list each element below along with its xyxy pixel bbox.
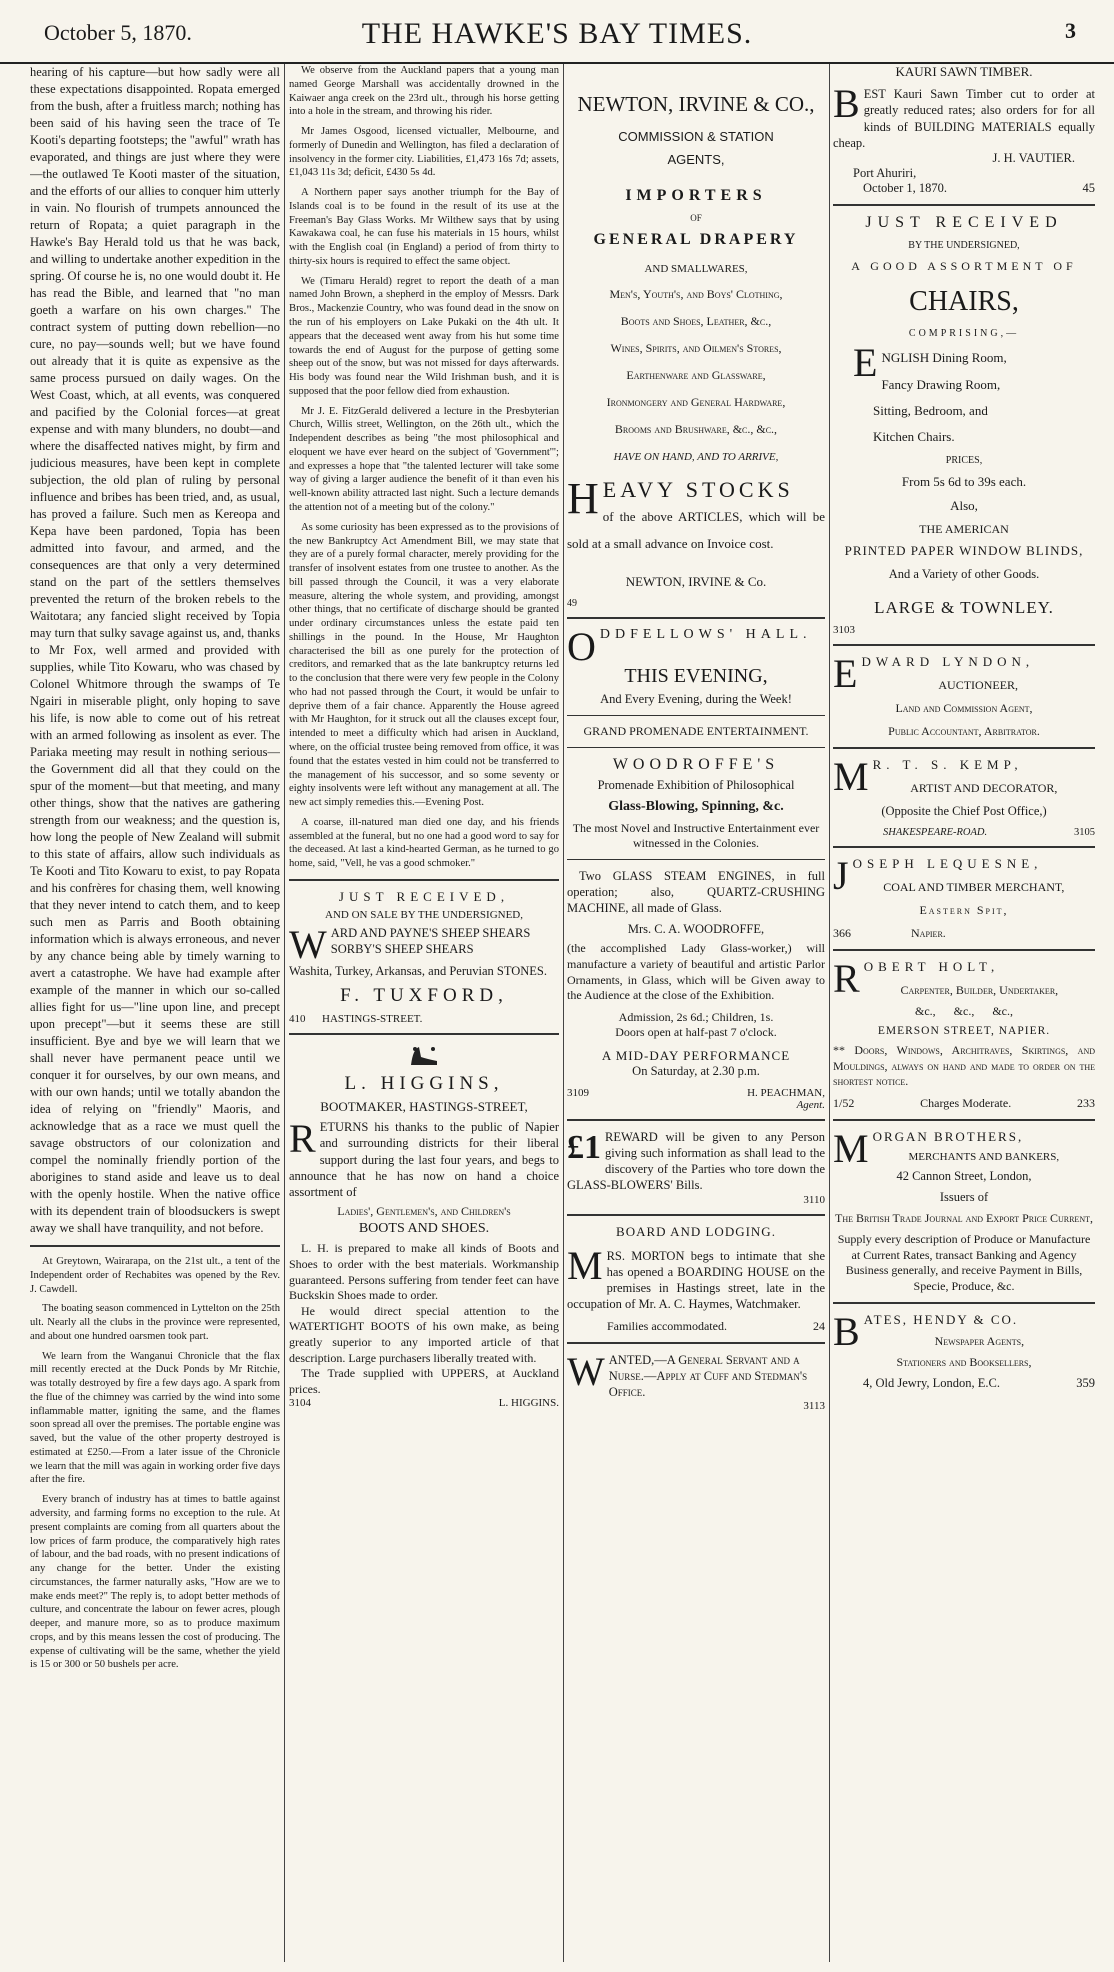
- reward-advert: [567, 1129, 825, 1206]
- advert-line: Kitchen Chairs.: [873, 429, 955, 445]
- advert-date: October 1, 1870.: [863, 181, 948, 195]
- advert-number: 410: [289, 1013, 306, 1026]
- advert-line: COMPRISING,—: [908, 328, 1020, 339]
- advert-heading: KAURI SAWN TIMBER.: [895, 64, 1033, 79]
- advert-number: 3113: [803, 1400, 825, 1413]
- advert-heading: JUST RECEIVED,: [338, 888, 510, 904]
- advert-line: Mrs. C. A. WOODROFFE,: [627, 922, 765, 937]
- advert-line: ARD AND PAYNE'S SHEEP SHEARS: [330, 925, 531, 940]
- divider: [30, 1245, 280, 1247]
- advert-text: Supply every description of Produce or Manufacture at Current Rates, transact Banking and Agency Business generally, and receive Payment in Bills, Specie, Produce, &c.: [837, 1231, 1091, 1293]
- advert-text: ETURNS his thanks to the public of Napier and surrounding districts for their liberal support during the last four years, and begs to announce that he has now on hand a choice assortment of: [289, 1120, 559, 1200]
- divider: [833, 747, 1095, 749]
- boot-ornament-icon: [407, 1043, 441, 1069]
- advert-line: EMERSON STREET, NAPIER.: [877, 1025, 1051, 1038]
- advert-line: A GOOD ASSORTMENT OF: [851, 259, 1077, 273]
- advert-line: HAVE ON HAND, AND TO ARRIVE,: [613, 451, 779, 463]
- divider: [833, 846, 1095, 848]
- drop-cap: £1: [567, 1128, 601, 1166]
- advert-line: AUCTIONEER,: [938, 678, 1019, 693]
- advert-signature: L. HIGGINS.: [498, 1397, 559, 1410]
- advert-number: 3104: [289, 1397, 311, 1410]
- advert-line: Public Accountant, Arbitrator.: [888, 724, 1040, 739]
- advert-signature: NEWTON, IRVINE & Co.: [625, 573, 767, 589]
- masthead: [0, 0, 1114, 64]
- drop-cap: M: [833, 754, 869, 800]
- board-lodging-advert: [567, 1224, 825, 1334]
- drop-cap: W: [289, 921, 327, 967]
- news-item: Every branch of industry has at times to battle against adversity, and farming forms no exception to the rule. At present complaints are coming from all quarters about the low prices of farm produce, the comparatively high rates of labour, and the bad roads, with no present indications of any change for the better. Under the existing circumstances, the farmer naturally asks, "How are we to make ends meet?" The reply is, to adopt better methods of culture, and concentrate the labour on fewer acres, plough deeper, and manure more, so as to produce maximum crops, and by this means lessen the cost of producing. The expense of cultivating will be the same, whether the yield is 15 or 300 or 50 bushels per acre.: [30, 1494, 280, 1671]
- advert-number: 3103: [833, 624, 855, 637]
- advert-line: Newspaper Agents,: [934, 1334, 1025, 1349]
- column-rule: [563, 64, 564, 1962]
- divider: [833, 1302, 1095, 1304]
- news-item: We observe from the Auckland papers that a young man named George Marshall was accidentally drowned in the Kaiwaer anga creek on the 23rd ult., through his horse getting into a hole in the stream, and throwing his rider.: [289, 65, 559, 118]
- news-item: We learn from the Wanganui Chronicle that the flax mill recently erected at the Duck Ponds by Mr Ritchie, was totally destroyed by fire a few days ago. A spark from the flue of the chimney was carried by the wind into some inflammable matter, igniting the same, and the flames soon spread all over the premises. The portable engine was saved, but the value of the other property destroyed is estimated at £250.—From a later issue of the Chronicle we learn that the mill was again in working order five days after the fire.: [30, 1350, 280, 1486]
- advertiser-name: ATES, HENDY & CO.: [863, 1312, 1019, 1328]
- higgins-advert: [289, 1043, 559, 1409]
- advert-text: The Trade supplied with UPPERS, at Auckland prices.: [289, 1366, 559, 1396]
- page-number: 3: [1065, 18, 1076, 43]
- wanted-advert: [567, 1348, 825, 1413]
- advert-line: Families accommodated.: [607, 1318, 727, 1333]
- advert-number: 49: [567, 597, 577, 609]
- news-item: We (Timaru Herald) regret to report the death of a man named John Brown, a shepherd in the employ of Messrs. Dark Bros., Mackenzie Country, who was found dead in the snow on the run of his employers on Lake Pukaki on the 4th ult. It appears that the deceased went away from his hut some time towards the end of August for the purpose of getting some sheep out of the snow, but was not missed for days afterwards. His body was found near the Wild Irishman bush, and it is supposed that the poor fellow died from exhaustion.: [289, 275, 559, 397]
- column-3: [567, 64, 825, 1962]
- news-item: Mr J. E. FitzGerald delivered a lecture in the Presbyterian Church, Willis street, Wellington, on the 26th ult., which the Independent describes as being "the most philosophical and eloquent we have ever heard on the subject of 'Government'"; and expresses a hope that "the talented lecturer will take some way of giving a larger audience the benefit of it than even his well-known ability attracted last night. Such a lecture demands the attention not of a meeting but of the colony.": [289, 405, 559, 513]
- advert-text: RS. MORTON begs to intimate that she has opened a BOARDING HOUSE on the premises in Hastings street, late in the occupation of Mr. A. C. Haymes, Watchmaker.: [567, 1248, 825, 1312]
- drop-cap: M: [567, 1242, 603, 1288]
- advert-line: Fancy Drawing Room,: [881, 377, 1001, 393]
- newton-irvine-advert: [567, 64, 825, 609]
- tuxford-advert: [289, 889, 559, 1025]
- advert-heading: BOARD AND LODGING.: [616, 1223, 776, 1239]
- advert-line: Men's, Youth's, and Boys' Clothing,: [609, 287, 783, 301]
- news-item: A coarse, ill-natured man died one day, and his friends assembled at the funeral, but no one had a good word to say for the deceased. At last a kind-hearted German, as he turned to go home, said, "Vell, he vas a good schmoker.": [289, 816, 559, 870]
- advert-line: COMMISSION & STATION: [618, 129, 774, 144]
- advert-street: HASTINGS-STREET.: [322, 1013, 423, 1026]
- advert-line: The British Trade Journal and Export Price Current,: [835, 1210, 1093, 1225]
- divider: [567, 715, 825, 716]
- advert-line: PRINTED PAPER WINDOW BLINDS,: [844, 543, 1084, 559]
- lequesne-advert: [833, 853, 1095, 941]
- newspaper-title: THE HAWKE'S BAY TIMES.: [361, 17, 753, 50]
- divider: [833, 644, 1095, 646]
- advert-text: The most Novel and Instructive Entertainment ever witnessed in the Colonies.: [572, 820, 820, 850]
- advert-line: Stationers and Booksellers,: [896, 1355, 1032, 1370]
- advert-line: BY THE UNDERSIGNED,: [908, 240, 1020, 251]
- advert-line: Ladies', Gentlemen's, and Children's: [337, 1204, 511, 1219]
- advert-heading: JUST RECEIVED: [865, 214, 1063, 231]
- advert-line: SHAKESPEARE-ROAD.: [883, 827, 988, 839]
- advert-line: Issuers of: [939, 1189, 989, 1204]
- agent-label: Agent.: [796, 1098, 825, 1111]
- advert-line: Napier.: [911, 926, 946, 941]
- advert-signature: J. H. VAUTIER.: [992, 151, 1075, 165]
- advert-line: Glass-Blowing, Spinning, &c.: [608, 798, 784, 814]
- news-item: At Greytown, Wairarapa, on the 21st ult., a tent of the Independent order of Rechabites was opened by the Rev. J. Cawdell.: [30, 1256, 280, 1295]
- advert-heading: GENERAL DRAPERY: [593, 231, 799, 248]
- advert-line: &c., &c., &c.,: [915, 1004, 1013, 1019]
- advertiser-name: DWARD LYNDON,: [861, 654, 1035, 670]
- advert-line: NGLISH Dining Room,: [881, 350, 1007, 365]
- advert-line: Admission, 2s 6d.; Children, 1s.: [618, 1009, 774, 1024]
- advert-line: And Every Evening, during the Week!: [600, 691, 792, 706]
- advert-heading: EAVY STOCKS: [602, 477, 794, 502]
- advert-line: MERCHANTS AND BANKERS,: [908, 1150, 1060, 1163]
- advert-subheading: AND ON SALE BY THE UNDERSIGNED,: [325, 908, 523, 921]
- advert-line: Also,: [950, 498, 978, 514]
- advert-line: 4, Old Jewry, London, E.C.: [863, 1376, 1001, 1391]
- divider: [567, 617, 825, 619]
- column-rule: [284, 64, 285, 1962]
- advert-line: Port Ahuriri,: [853, 166, 917, 180]
- large-townley-advert: [833, 214, 1095, 636]
- advertiser-name: NEWTON, IRVINE & CO.,: [577, 92, 815, 116]
- advert-line: Ironmongery and General Hardware,: [606, 395, 786, 409]
- advert-text: (the accomplished Lady Glass-worker,) will manufacture a variety of beautiful and artistic Parlor Ornaments, in Glass, which will be Given away to the Audience at the close of the Exhibition.: [567, 941, 825, 1003]
- divider: [567, 1119, 825, 1121]
- divider: [833, 1119, 1095, 1121]
- advert-line: Sitting, Bedroom, and: [873, 403, 988, 419]
- divider: [289, 879, 559, 881]
- drop-cap: B: [833, 1309, 860, 1355]
- advertiser-trade: BOOTMAKER, HASTINGS-STREET,: [320, 1099, 528, 1115]
- advert-line: 42 Cannon Street, London,: [896, 1168, 1032, 1183]
- advert-line: Brooms and Brushware, &c., &c.,: [614, 422, 778, 436]
- advert-text: Two GLASS STEAM ENGINES, in full operation; also, QUARTZ-CRUSHING MACHINE, all made of Glass.: [567, 868, 825, 916]
- drop-cap: M: [833, 1125, 869, 1171]
- advert-ref: 1/52: [833, 1095, 855, 1110]
- column-4: [833, 64, 1095, 1962]
- advert-line: OF: [690, 213, 702, 223]
- divider: [567, 747, 825, 748]
- kauri-timber-advert: [833, 64, 1095, 196]
- column-rule: [829, 64, 830, 1962]
- column-2: [289, 64, 559, 1962]
- drop-cap: J: [833, 853, 849, 899]
- advert-heading: WOODROFFE'S: [612, 755, 780, 773]
- advert-line: PRICES,: [945, 455, 983, 467]
- advert-line: On Saturday, at 2.30 p.m.: [632, 1063, 760, 1078]
- advert-line: Wines, Spirits, and Oilmen's Stores,: [610, 341, 782, 355]
- advertiser-name: LARGE & TOWNLEY.: [874, 598, 1054, 618]
- advert-line: Eastern Spit,: [919, 903, 1009, 918]
- advert-heading: THIS EVENING,: [624, 664, 768, 687]
- advertiser-name: ORGAN BROTHERS,: [872, 1128, 1024, 1144]
- advert-text: REWARD will be given to any Person giving such information as shall lead to the discovery of the Parties who tore down the GLASS-BLOWERS' Bills.: [567, 1129, 825, 1193]
- drop-cap: H: [567, 474, 599, 523]
- drop-cap: E: [833, 651, 858, 697]
- advert-line: From 5s 6d to 39s each.: [901, 474, 1027, 490]
- advert-text: He would direct special attention to the WATERTIGHT BOOTS of his own make, as being greatly superior to any imported article of that description. Large purchasers liberally treated with.: [289, 1303, 559, 1365]
- drop-cap: R: [289, 1116, 316, 1162]
- advert-line: A MID-DAY PERFORMANCE: [601, 1047, 791, 1063]
- advert-line: COAL AND TIMBER MERCHANT,: [883, 880, 1065, 895]
- advert-number: 3110: [803, 1193, 825, 1206]
- advert-line: THE AMERICAN: [919, 522, 1009, 537]
- advert-number: 233: [1077, 1095, 1095, 1110]
- divider: [567, 1342, 825, 1344]
- advertiser-name: OBERT HOLT,: [863, 959, 1000, 975]
- advert-line: Promenade Exhibition of Philosophical: [597, 777, 795, 792]
- advert-line: Washita, Turkey, Arkansas, and Peruvian STONES.: [289, 963, 548, 978]
- advert-number: 366: [833, 926, 851, 941]
- agent-name: H. PEACHMAN,: [747, 1086, 825, 1099]
- advert-text: ANTED,—A General Servant and a Nurse.—Apply at Cuff and Stedman's Office.: [608, 1352, 808, 1400]
- kemp-advert: [833, 754, 1095, 839]
- drop-cap: O: [567, 623, 596, 669]
- advert-number: 45: [1082, 181, 1095, 195]
- advert-line: Doors open at half-past 7 o'clock.: [615, 1024, 777, 1039]
- holt-advert: [833, 956, 1095, 1111]
- advert-heading: IMPORTERS: [625, 187, 767, 204]
- morgan-brothers-advert: [833, 1125, 1095, 1294]
- divider: [289, 1033, 559, 1035]
- news-item: Mr James Osgood, licensed victualler, Melbourne, and formerly of Dunedin and Wellington, has filed a declaration of insolvency in the former city. Liabilities, £1,473 16s 7d; assets, £1,043 11s 3d; deficit, £430 5s 4d.: [289, 126, 559, 179]
- column-1: [30, 64, 280, 1962]
- news-item: A Northern paper says another triumph for the Bay of Islands coal is to be found in the result of its use at the Freeman's Bay Glass Works. Mr Wilthew says that by using Kawakawa coal, he can fuse his materials in 15 hours, whilst with the English coal (in England) a period of from thirty to thirty-six hours is required to effect the same object.: [289, 187, 559, 267]
- advert-number: 3105: [1074, 827, 1095, 839]
- advert-line: ARTIST AND DECORATOR,: [910, 781, 1058, 796]
- advert-line: Land and Commission Agent,: [895, 701, 1033, 716]
- lyndon-advert: [833, 651, 1095, 739]
- advert-number: 3109: [567, 1086, 589, 1099]
- drop-cap: E: [853, 340, 878, 385]
- advertiser-name: OSEPH LEQUESNE,: [852, 856, 1043, 872]
- divider: [567, 1214, 825, 1216]
- advert-heading: CHAIRS,: [909, 286, 1019, 317]
- advert-number: 359: [1076, 1376, 1095, 1391]
- news-item: As some curiosity has been expressed as to the provisions of the new Bankruptcy Act Amendment Bill, we may state that they are of a purely formal character, merely providing for the transfer of insolvent estates from one trustee to another. As the bill passed through the Council, it was a very elaborate measure, altering the whole system, and providing, amongst other things, that no certificate of discharge should be granted under ordinary circumstances unless the estate paid ten shillings in the pound. In the House, Mr Haughton characterised the bill as one purely for the protection of creditors, and remarked that as the late bankruptcy returns led to the conclusion that there were very few people in the Colony who had not passed through the Court, it would be unfair to deprive them of a fair chance. Apparently the House agreed with Mr Haughton, for it struck out all the clauses except four, intended to meet a difficulty which had arisen in Auckland, where, on the official trustee being removed from office, it was found that the estates vested in him could not be transferred to the management of his successor, and so some seventy or eighty insolvents were left without any management at all. The new act simply remedies this.—Evening Post.: [289, 521, 559, 809]
- advert-line: GRAND PROMENADE ENTERTAINMENT.: [583, 723, 809, 738]
- advert-line: BOOTS AND SHOES.: [358, 1221, 490, 1237]
- bates-hendy-advert: [833, 1309, 1095, 1391]
- advert-line: And a Variety of other Goods.: [888, 567, 1040, 582]
- news-item: The boating season commenced in Lyttelton on the 25th ult. Nearly all the clubs in the province were represented, and about one hundred oarsmen took part.: [30, 1303, 280, 1342]
- advert-line: Charges Moderate.: [920, 1095, 1012, 1110]
- divider: [567, 859, 825, 860]
- advert-line: SORBY'S SHEEP SHEARS: [330, 942, 474, 957]
- oddfellows-hall-advert: [567, 623, 825, 1111]
- advert-line: Earthenware and Glassware,: [626, 368, 766, 382]
- advertiser-name: L. HIGGINS,: [344, 1073, 504, 1095]
- drop-cap: B: [833, 81, 860, 126]
- drop-cap: R: [833, 956, 860, 1002]
- advert-number: 24: [813, 1318, 825, 1333]
- divider: [833, 204, 1095, 206]
- advert-heading: DDFELLOWS' HALL.: [599, 626, 812, 642]
- advert-line: Boots and Shoes, Leather, &c.,: [620, 314, 772, 328]
- issue-date: October 5, 1870.: [44, 20, 192, 45]
- editorial-article: hearing of his capture—but how sadly were all these expectations disappointed. Ropata emerged from the bush, after a fruitless march; nothing has been said of his having seen the trace of Te Kooti's departing footsteps; the "awful" wrath has evaporated, and things are just where they were—the outlawed Te Kooti master of the situation, and the efforts of our allies to conquer him utterly in vain. No flourish of trumpets announced the return of Ropata; a quiet paragraph in the Hawke's Bay Herald told us that he was back, and willing to undertake another expedition in the spring. Of course he is, no one would doubt it. He has read the Bible, and learned that "no man goeth a warfare on his own charges." The contract system of putting down rebellion—no cure, no pay—sounds well; but we have found out already that it is quite as expensive as the same process pursued on daily wages. On the West Coast, which, at all events, was conquered and pacified by the Colonial forces—at great expense and with many blunders, no doubt—and where the disaffected natives might, by firm and judicious measures, have been kept in complete subjection, the old plan of ruling by personal influence and bribes has been tried, and, as usual, has proved a failure. Such men as Kereopa and Kepa have been pardoned, Topia has been admitted into favour, and armed, and the consequences are that only a very determined stand on the part of the settlers themselves prevented the return of the broken rebels to the Waitotara; any fancied slight received by Topia may turn that sulky savage against us, and, thanks to Mr Fox, well armed and provided with supplies, while Tito Kowaru, who was chased by Colonel Whitmore through the swamps of Te Ngairi in miserable plight, only hoping to save his life, is now able to come out of his retreat with an armed following as insolent as ever. The Pariaka meeting may result in nothing serious—the Government did all that they could on the spur of the moment—but that meeting, and many other things, show that the natives are gathering strength from our weakness; and the question is, how long the people of New Zealand will submit to this state of affairs, allow such individuals as Te Kooti and Tito Kowaru to exist, to pay Ropata and his confrères for chasing them, well knowing that they never intend to catch them, and to keep such men as Parris and Booth obtaining information which is always erroneous, and never by any chance being able by timely warning to avert a catastrophe. We have had example after example of the manner in which our so-called allies fight for us—"line upon line, and precept upon precept"—but it seems these are still insufficient. Bye and bye we will learn that we shall never have permanent peace until we conquer it for ourselves, by our own means, and with our own hands; until we totally abandon the idea of relying on "friendly" Maoris, and acknowledge that as a race we must quell the savage obstructors of our colonization and compel the nominally friendly portion of the aborigines to stand aside and leave us to deal with the openly hostile. When the native office with its dependent train of bloodsuckers is swept away we shall have tranquility, and not before.: [30, 65, 280, 1235]
- advert-text: EST Kauri Sawn Timber cut to order at greatly reduced rates; also orders for for all kinds of BUILDING MATERIALS equally cheap.: [833, 87, 1095, 150]
- drop-cap: W: [567, 1348, 605, 1394]
- divider: [833, 949, 1095, 951]
- advert-text: L. H. is prepared to make all kinds of Boots and Shoes to order with the best materials. Workmanship guaranteed. Persons suffering from tender feet can have Buckskin Shoes made to order.: [289, 1241, 559, 1303]
- advertiser-name: F. TUXFORD,: [340, 985, 508, 1007]
- advert-line: AGENTS,: [667, 152, 725, 167]
- advert-line: AND SMALLWARES,: [644, 263, 748, 275]
- advert-line: Carpenter, Builder, Undertaker,: [900, 983, 1059, 998]
- advertiser-name: R. T. S. KEMP,: [872, 757, 1023, 773]
- advert-line: (Opposite the Chief Post Office,): [881, 804, 1047, 819]
- advert-text: of the above ARTICLES, which will be sold at a small advance on Invoice cost.: [567, 509, 825, 552]
- advert-text: ** Doors, Windows, Architraves, Skirtings, and Mouldings, always on hand and made to order on the shortest notice.: [833, 1043, 1095, 1089]
